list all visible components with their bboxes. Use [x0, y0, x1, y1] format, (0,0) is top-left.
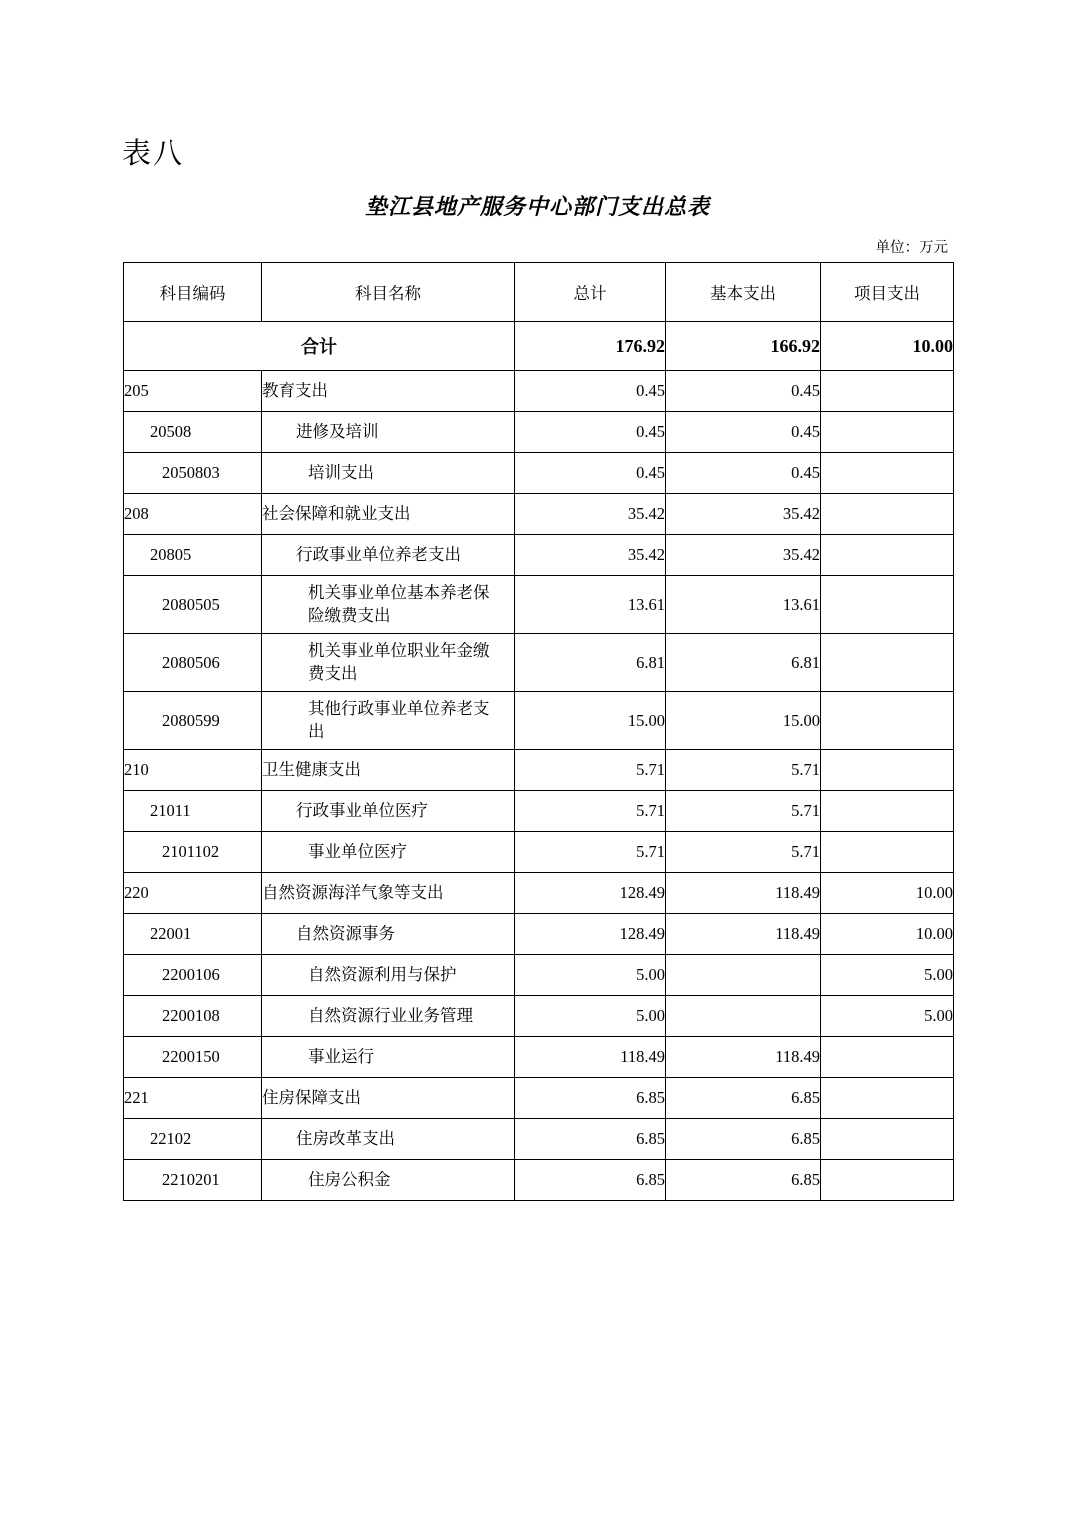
column-header-total: 总计	[515, 263, 666, 322]
cell-basic: 0.45	[666, 412, 821, 453]
table-row	[124, 494, 954, 535]
table-row	[124, 535, 954, 576]
cell-name: 自然资源利用与保护	[262, 955, 515, 996]
total-label: 合计	[124, 322, 515, 371]
cell-project	[821, 1078, 954, 1119]
cell-total: 6.85	[515, 1119, 666, 1160]
page-title: 垫江县地产服务中心部门支出总表	[364, 194, 710, 219]
table-row	[124, 914, 954, 955]
cell-project: 5.00	[821, 996, 954, 1037]
total-value-total: 176.92	[515, 322, 666, 371]
cell-code: 210	[124, 750, 262, 791]
cell-code: 2080505	[124, 576, 262, 634]
cell-total: 6.85	[515, 1160, 666, 1201]
cell-code: 2050803	[124, 453, 262, 494]
cell-total: 5.71	[515, 832, 666, 873]
cell-name: 住房改革支出	[262, 1119, 515, 1160]
cell-code: 2200108	[124, 996, 262, 1037]
cell-total: 35.42	[515, 494, 666, 535]
cell-code: 2200106	[124, 955, 262, 996]
cell-code: 22102	[124, 1119, 262, 1160]
cell-basic: 13.61	[666, 576, 821, 634]
cell-project	[821, 535, 954, 576]
cell-name: 社会保障和就业支出	[262, 494, 515, 535]
cell-project	[821, 453, 954, 494]
cell-code: 220	[124, 873, 262, 914]
table-row	[124, 750, 954, 791]
cell-basic: 35.42	[666, 494, 821, 535]
total-value-basic: 166.92	[666, 322, 821, 371]
cell-name: 机关事业单位基本养老保险缴费支出	[262, 576, 515, 634]
cell-name: 培训支出	[262, 453, 515, 494]
cell-code: 2101102	[124, 832, 262, 873]
cell-total: 15.00	[515, 692, 666, 750]
cell-total: 118.49	[515, 1037, 666, 1078]
table-row	[124, 634, 954, 692]
cell-code: 20805	[124, 535, 262, 576]
table-body	[124, 322, 954, 1201]
cell-total: 5.00	[515, 996, 666, 1037]
cell-basic: 5.71	[666, 791, 821, 832]
cell-project	[821, 832, 954, 873]
cell-project	[821, 1160, 954, 1201]
cell-code: 22001	[124, 914, 262, 955]
unit-note: 单位：万元	[875, 240, 948, 256]
cell-total: 0.45	[515, 453, 666, 494]
cell-project	[821, 371, 954, 412]
cell-basic: 118.49	[666, 1037, 821, 1078]
cell-total: 0.45	[515, 371, 666, 412]
table-header	[124, 263, 954, 322]
cell-project: 10.00	[821, 873, 954, 914]
cell-basic: 6.85	[666, 1160, 821, 1201]
cell-name: 机关事业单位职业年金缴费支出	[262, 634, 515, 692]
column-header-name: 科目名称	[262, 263, 515, 322]
cell-code: 221	[124, 1078, 262, 1119]
table-row	[124, 371, 954, 412]
table-row	[124, 791, 954, 832]
table-row	[124, 1119, 954, 1160]
cell-name: 卫生健康支出	[262, 750, 515, 791]
cell-total: 5.00	[515, 955, 666, 996]
cell-name: 住房公积金	[262, 1160, 515, 1201]
table-row	[124, 1037, 954, 1078]
cell-basic: 6.85	[666, 1119, 821, 1160]
table-row	[124, 1160, 954, 1201]
cell-project	[821, 692, 954, 750]
cell-basic: 5.71	[666, 832, 821, 873]
cell-project	[821, 412, 954, 453]
table-header-row	[124, 263, 954, 322]
cell-basic: 35.42	[666, 535, 821, 576]
cell-total: 128.49	[515, 873, 666, 914]
cell-basic: 15.00	[666, 692, 821, 750]
table-row	[124, 996, 954, 1037]
table-row	[124, 1078, 954, 1119]
cell-code: 2080599	[124, 692, 262, 750]
cell-code: 20508	[124, 412, 262, 453]
table-row	[124, 955, 954, 996]
sheet-label: 表八	[122, 138, 185, 170]
cell-name: 事业单位医疗	[262, 832, 515, 873]
cell-project: 10.00	[821, 914, 954, 955]
cell-code: 2210201	[124, 1160, 262, 1201]
cell-code: 2080506	[124, 634, 262, 692]
table-row	[124, 832, 954, 873]
cell-name: 自然资源行业业务管理	[262, 996, 515, 1037]
table-row	[124, 412, 954, 453]
cell-name: 进修及培训	[262, 412, 515, 453]
cell-total: 5.71	[515, 750, 666, 791]
column-header-project: 项目支出	[821, 263, 954, 322]
cell-project	[821, 634, 954, 692]
cell-name: 行政事业单位医疗	[262, 791, 515, 832]
cell-code: 205	[124, 371, 262, 412]
cell-project	[821, 1119, 954, 1160]
cell-basic: 6.85	[666, 1078, 821, 1119]
cell-basic: 6.81	[666, 634, 821, 692]
cell-basic: 5.71	[666, 750, 821, 791]
table-row	[124, 576, 954, 634]
cell-name: 教育支出	[262, 371, 515, 412]
cell-basic	[666, 955, 821, 996]
table-row-total	[124, 322, 954, 371]
cell-project: 5.00	[821, 955, 954, 996]
cell-total: 128.49	[515, 914, 666, 955]
cell-project	[821, 576, 954, 634]
cell-total: 0.45	[515, 412, 666, 453]
cell-basic: 0.45	[666, 371, 821, 412]
total-value-project: 10.00	[821, 322, 954, 371]
cell-name: 自然资源海洋气象等支出	[262, 873, 515, 914]
cell-project	[821, 1037, 954, 1078]
cell-name: 其他行政事业单位养老支出	[262, 692, 515, 750]
cell-name: 行政事业单位养老支出	[262, 535, 515, 576]
column-header-code: 科目编码	[124, 263, 262, 322]
cell-basic: 118.49	[666, 873, 821, 914]
cell-name: 事业运行	[262, 1037, 515, 1078]
cell-code: 21011	[124, 791, 262, 832]
cell-project	[821, 791, 954, 832]
budget-expenditure-table	[123, 262, 954, 1201]
table-row	[124, 692, 954, 750]
cell-name: 自然资源事务	[262, 914, 515, 955]
table-row	[124, 873, 954, 914]
cell-total: 5.71	[515, 791, 666, 832]
cell-basic	[666, 996, 821, 1037]
table-row	[124, 453, 954, 494]
cell-total: 35.42	[515, 535, 666, 576]
cell-basic: 118.49	[666, 914, 821, 955]
cell-name: 住房保障支出	[262, 1078, 515, 1119]
cell-project	[821, 494, 954, 535]
column-header-basic: 基本支出	[666, 263, 821, 322]
cell-total: 6.81	[515, 634, 666, 692]
cell-code: 208	[124, 494, 262, 535]
cell-total: 13.61	[515, 576, 666, 634]
cell-code: 2200150	[124, 1037, 262, 1078]
cell-total: 6.85	[515, 1078, 666, 1119]
cell-project	[821, 750, 954, 791]
cell-basic: 0.45	[666, 453, 821, 494]
